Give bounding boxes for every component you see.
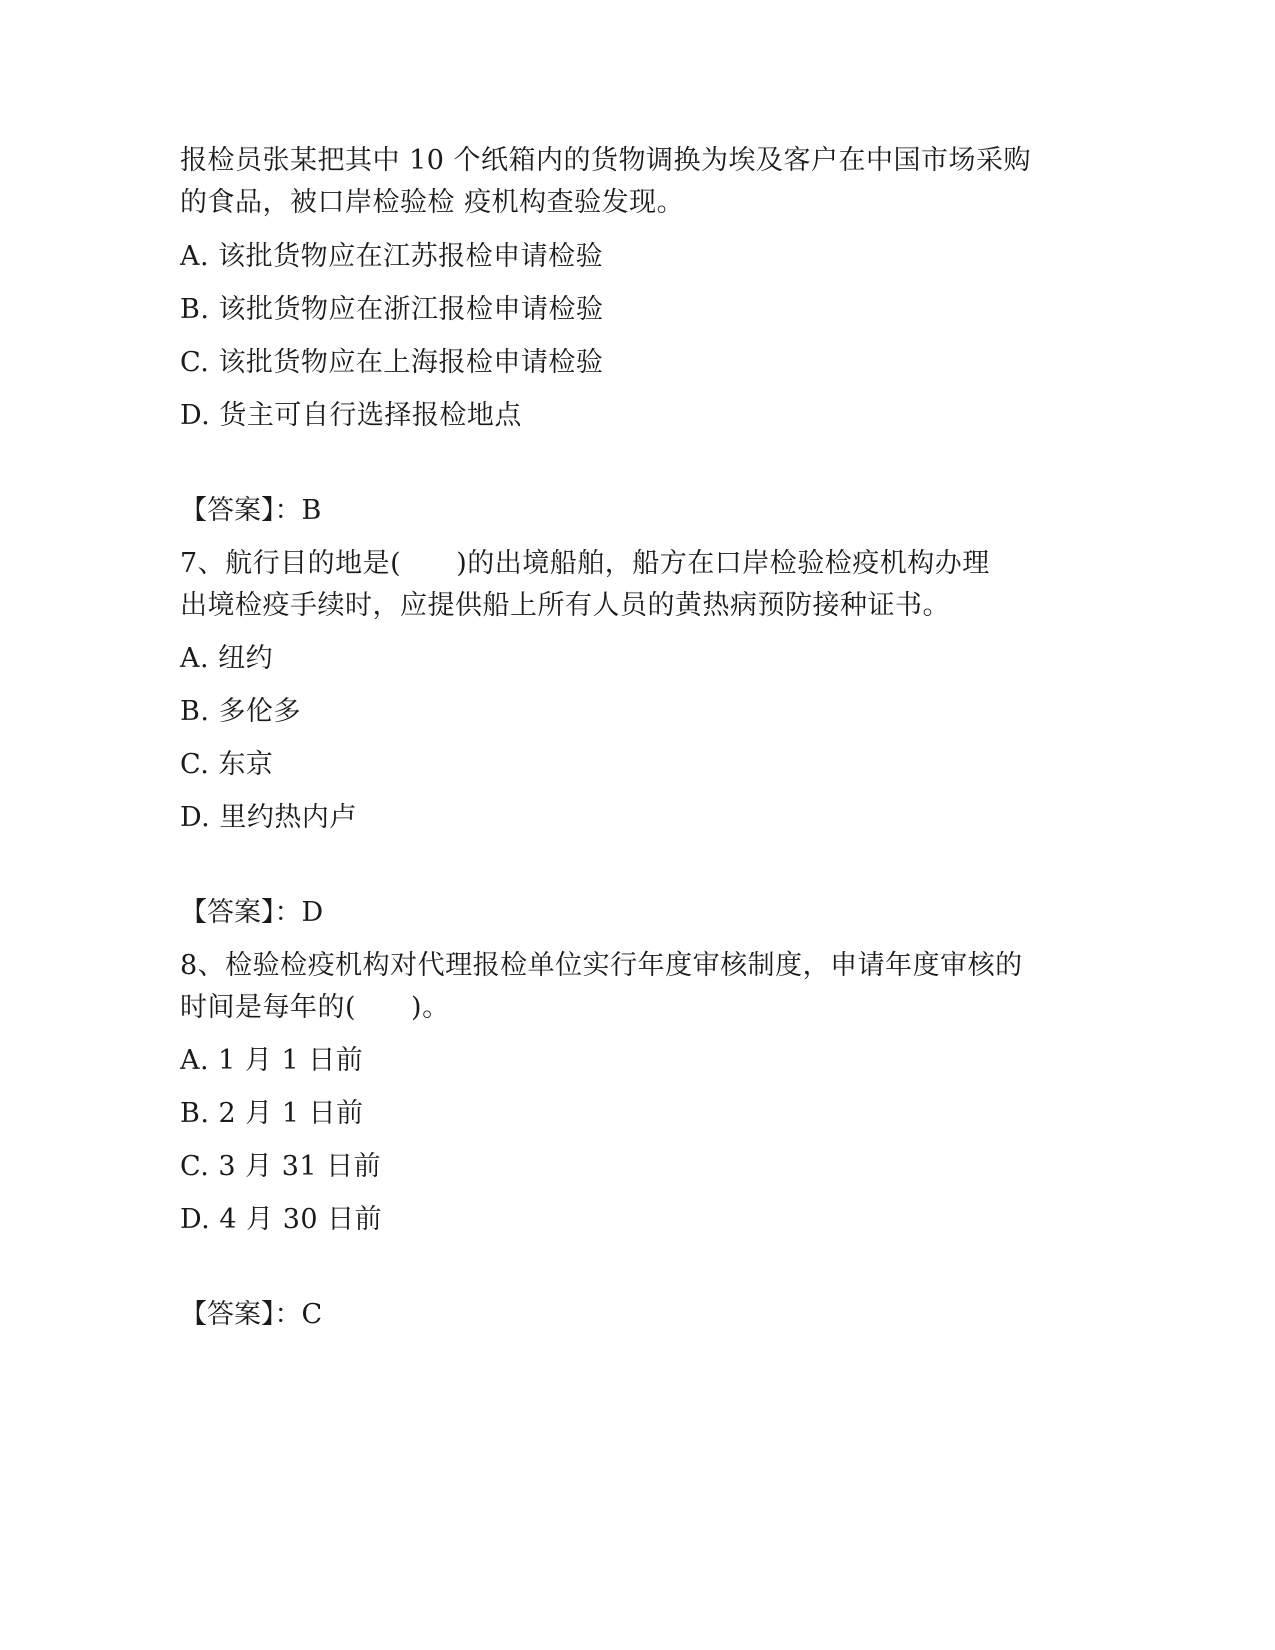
q7-option-c: C. 东京 [180, 749, 274, 780]
q8-option-a: A. 1 月 1 日前 [180, 1045, 364, 1076]
q7-stem-line-1: 7、航行目的地是( )的出境船舶，船方在口岸检验检疫机构办理 [180, 548, 990, 579]
q8-answer: 【答案】：C [180, 1299, 323, 1330]
q6-answer: 【答案】：B [180, 495, 322, 526]
q7-option-b: B. 多伦多 [180, 696, 302, 727]
q8-stem-line-2: 时间是每年的( )。 [180, 992, 450, 1023]
q7-option-a: A. 纽约 [180, 643, 274, 674]
q6-option-a: A. 该批货物应在江苏报检申请检验 [180, 241, 604, 272]
q8-option-d: D. 4 月 30 日前 [180, 1204, 383, 1235]
q7-answer: 【答案】：D [180, 897, 324, 928]
q8-option-b: B. 2 月 1 日前 [180, 1098, 364, 1129]
q7-stem-line-2: 出境检疫手续时，应提供船上所有人员的黄热病预防接种证书。 [180, 590, 950, 621]
q8-stem-line-1: 8、检验检疫机构对代理报检单位实行年度审核制度，申请年度审核的 [180, 950, 1023, 981]
q6-option-c: C. 该批货物应在上海报检申请检验 [180, 347, 604, 378]
q7-option-d: D. 里约热内卢 [180, 802, 357, 833]
q8-option-c: C. 3 月 31 日前 [180, 1151, 382, 1182]
q6-option-d: D. 货主可自行选择报检地点 [180, 400, 522, 431]
q6-option-b: B. 该批货物应在浙江报检申请检验 [180, 294, 604, 325]
q6-stem-line-2: 的食品，被口岸检验检 疫机构查验发现。 [180, 187, 685, 218]
q6-stem-line-1: 报检员张某把其中 10 个纸箱内的货物调换为埃及客户在中国市场采购 [180, 145, 1032, 176]
